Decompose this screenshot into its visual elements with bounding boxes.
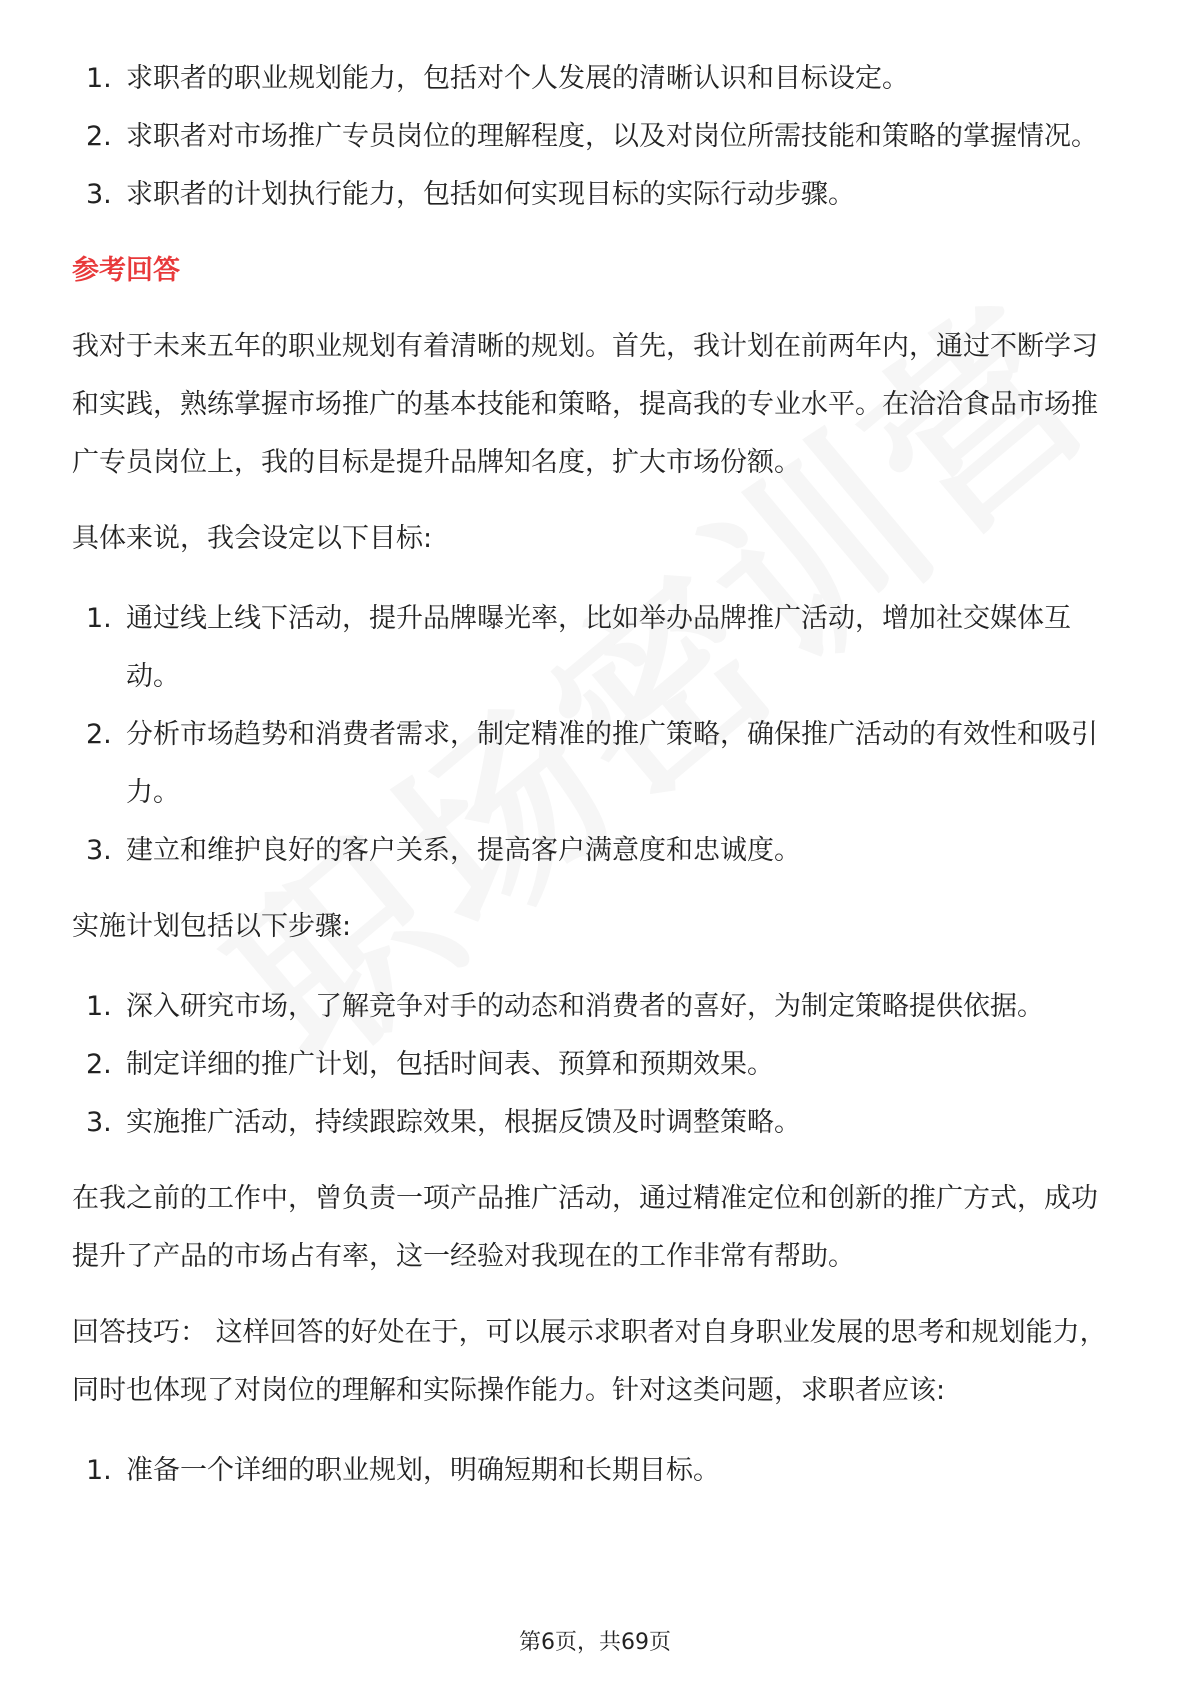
list-item <box>72 978 1118 1036</box>
list-item <box>72 590 1118 706</box>
goals-list <box>72 590 1118 880</box>
list-number: 1. <box>86 991 112 1022</box>
list-number: 3. <box>86 1107 112 1138</box>
paragraph: 我对于未来五年的职业规划有着清晰的规划。首先，我计划在前两年内，通过不断学习和实践，熟练掌握市场推广的基本技能和策略，提高我的专业水平。在洽洽食品市场推广专员岗位上，我的目标是提升品牌知名度，扩大市场份额。 <box>72 331 1098 478</box>
list-item <box>72 50 1118 108</box>
list-item-text: 求职者的职业规划能力，包括对个人发展的清晰认识和目标设定。 <box>126 63 909 94</box>
list-item <box>72 166 1118 224</box>
list-number: 3. <box>86 179 112 210</box>
paragraph: 在我之前的工作中，曾负责一项产品推广活动，通过精准定位和创新的推广方式，成功提升了产品的市场占有率，这一经验对我现在的工作非常有帮助。 <box>72 1183 1098 1272</box>
steps-list <box>72 978 1118 1152</box>
list-number: 3. <box>86 835 112 866</box>
list-item <box>72 822 1118 880</box>
list-item-text: 求职者的计划执行能力，包括如何实现目标的实际行动步骤。 <box>126 179 855 210</box>
tips-list <box>72 1442 1118 1500</box>
evaluation-points-list <box>72 50 1118 224</box>
list-item-text: 分析市场趋势和消费者需求，制定精准的推广策略，确保推广活动的有效性和吸引力。 <box>126 719 1098 808</box>
list-item-text: 实施推广活动，持续跟踪效果，根据反馈及时调整策略。 <box>126 1107 801 1138</box>
list-item-text: 通过线上线下活动，提升品牌曝光率，比如举办品牌推广活动，增加社交媒体互动。 <box>126 603 1071 692</box>
paragraph: 实施计划包括以下步骤: <box>72 911 352 942</box>
list-item-text: 准备一个详细的职业规划，明确短期和长期目标。 <box>126 1455 720 1486</box>
list-item-text: 求职者对市场推广专员岗位的理解程度，以及对岗位所需技能和策略的掌握情况。 <box>126 121 1098 152</box>
list-item <box>72 1036 1118 1094</box>
list-number: 2. <box>86 719 112 750</box>
list-item <box>72 108 1118 166</box>
list-item-text: 制定详细的推广计划，包括时间表、预算和预期效果。 <box>126 1049 774 1080</box>
list-item-text: 深入研究市场，了解竞争对手的动态和消费者的喜好，为制定策略提供依据。 <box>126 991 1044 1022</box>
page-content <box>72 50 1118 1500</box>
list-item <box>72 706 1118 822</box>
list-number: 2. <box>86 1049 112 1080</box>
paragraph: 具体来说，我会设定以下目标: <box>72 523 433 554</box>
list-number: 1. <box>86 63 112 94</box>
list-number: 2. <box>86 121 112 152</box>
section-heading: 参考回答 <box>72 255 180 286</box>
list-item <box>72 1442 1118 1500</box>
page-footer: 第6页，共69页 <box>519 1630 671 1655</box>
list-item-text: 建立和维护良好的客户关系，提高客户满意度和忠诚度。 <box>126 835 801 866</box>
list-number: 1. <box>86 1455 112 1486</box>
list-number: 1. <box>86 603 112 634</box>
list-item <box>72 1094 1118 1152</box>
paragraph: 回答技巧： 这样回答的好处在于，可以展示求职者对自身职业发展的思考和规划能力，同时也体现了对岗位的理解和实际操作能力。针对这类问题，求职者应该: <box>72 1317 1107 1406</box>
